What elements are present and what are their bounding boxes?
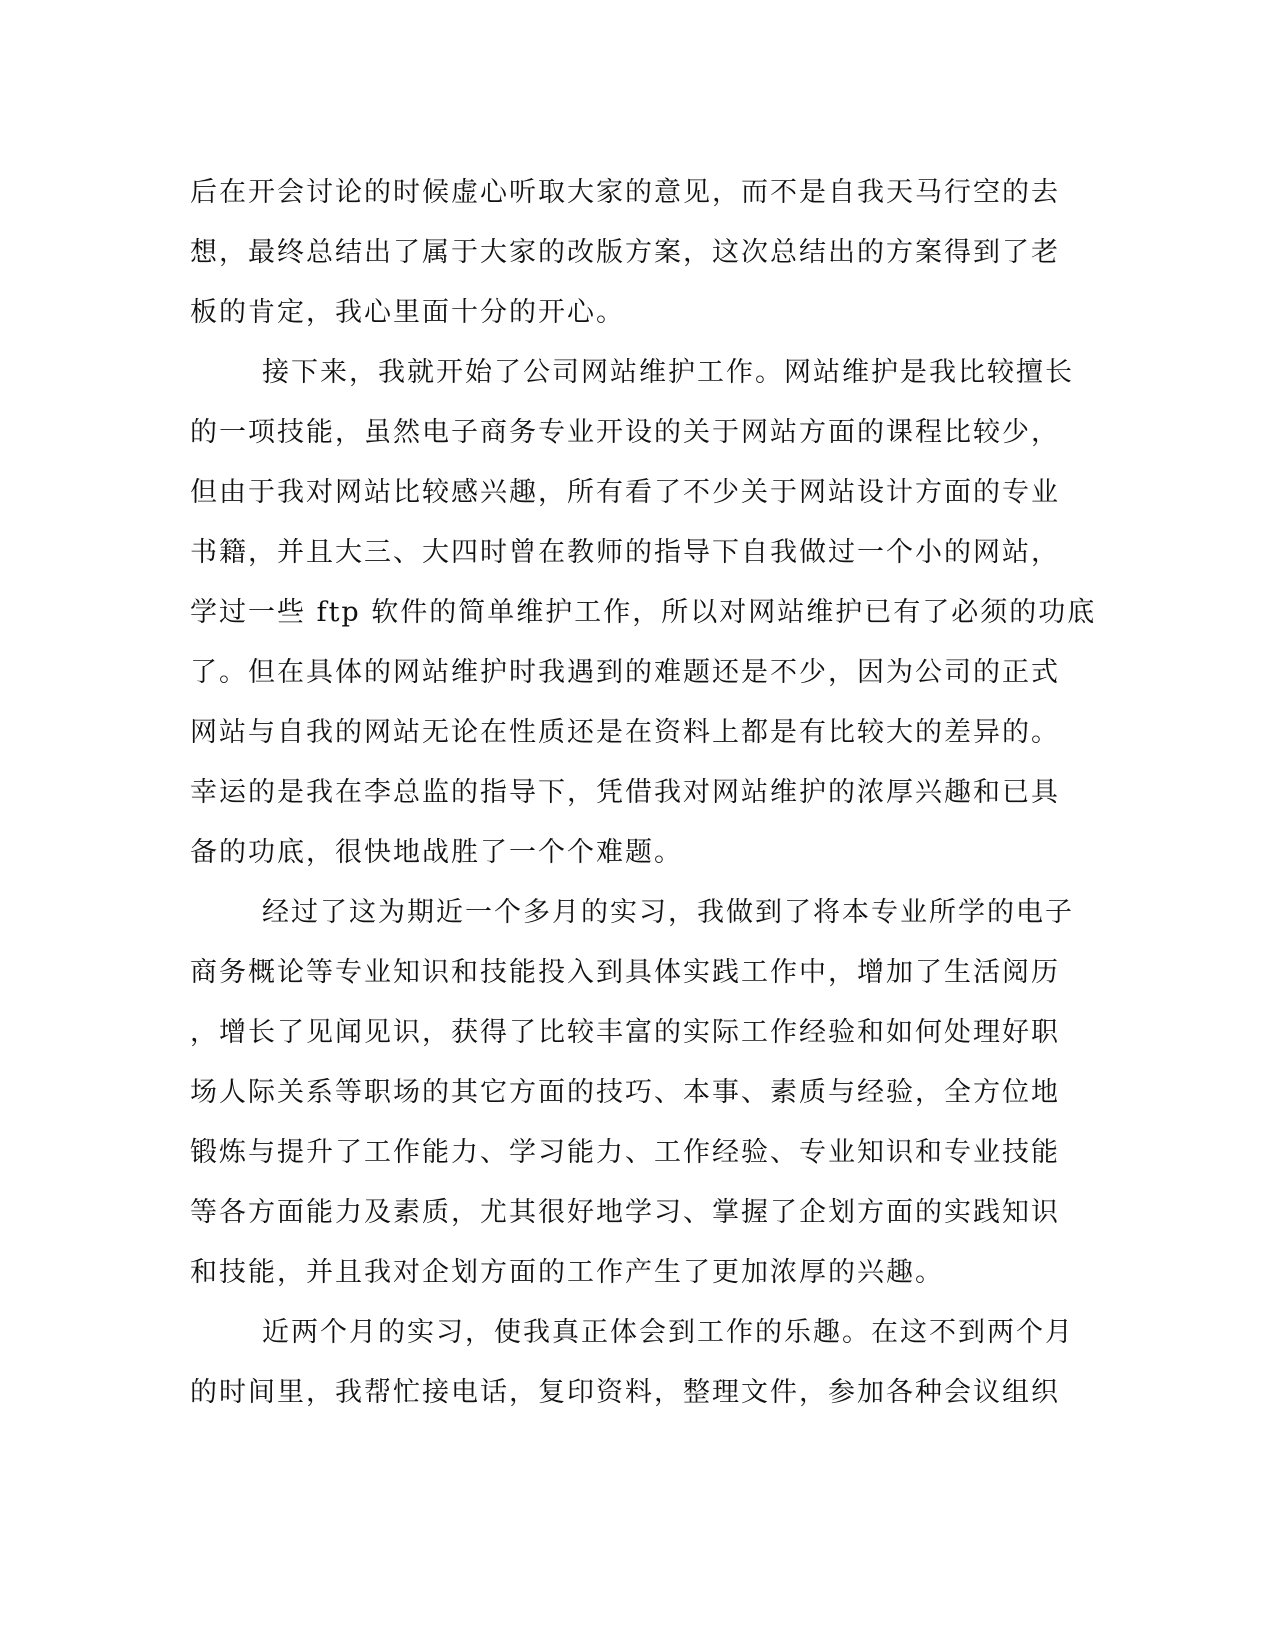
- text-line: 商务概论等专业知识和技能投入到具体实践工作中，增加了生活阅历: [190, 957, 1060, 988]
- text-line: ，增长了见闻见识，获得了比较丰富的实际工作经验和如何处理好职: [190, 1017, 1060, 1048]
- text-line: 幸运的是我在李总监的指导下，凭借我对网站维护的浓厚兴趣和已具: [190, 777, 1060, 808]
- document-body: [190, 163, 1097, 1423]
- text-line: 近两个月的实习，使我真正体会到工作的乐趣。在这不到两个月: [262, 1317, 1074, 1348]
- text-line: 后在开会讨论的时候虚心听取大家的意见，而不是自我天马行空的去: [190, 177, 1060, 208]
- text-line: 板的肯定，我心里面十分的开心。: [190, 297, 625, 328]
- paragraph-1: [190, 163, 1070, 343]
- text-line: 和技能，并且我对企划方面的工作产生了更加浓厚的兴趣。: [190, 1257, 944, 1288]
- text-line: 想，最终总结出了属于大家的改版方案，这次总结出的方案得到了老: [190, 237, 1060, 268]
- text-line: 锻炼与提升了工作能力、学习能力、工作经验、专业知识和专业技能: [190, 1137, 1060, 1168]
- text-line: 经过了这为期近一个多月的实习，我做到了将本专业所学的电子: [262, 897, 1074, 928]
- paragraph-4: [190, 1303, 1074, 1423]
- paragraph-3: [190, 883, 1074, 1303]
- text-line: 场人际关系等职场的其它方面的技巧、本事、素质与经验，全方位地: [190, 1077, 1060, 1108]
- text-line: 的时间里，我帮忙接电话，复印资料，整理文件，参加各种会议组织: [190, 1377, 1060, 1408]
- text-line: 学过一些 ftp 软件的简单维护工作，所以对网站维护已有了必须的功底: [190, 597, 1097, 628]
- text-line: 了。但在具体的网站维护时我遇到的难题还是不少，因为公司的正式: [190, 657, 1060, 688]
- text-line: 书籍，并且大三、大四时曾在教师的指导下自我做过一个小的网站，: [190, 537, 1060, 568]
- paragraph-2: [190, 343, 1097, 883]
- text-line: 等各方面能力及素质，尤其很好地学习、掌握了企划方面的实践知识: [190, 1197, 1060, 1228]
- text-line: 网站与自我的网站无论在性质还是在资料上都是有比较大的差异的。: [190, 717, 1060, 748]
- text-line: 但由于我对网站比较感兴趣，所有看了不少关于网站设计方面的专业: [190, 477, 1060, 508]
- text-line: 的一项技能，虽然电子商务专业开设的关于网站方面的课程比较少，: [190, 417, 1060, 448]
- text-line: 备的功底，很快地战胜了一个个难题。: [190, 837, 683, 868]
- text-line: 接下来，我就开始了公司网站维护工作。网站维护是我比较擅长: [262, 357, 1074, 388]
